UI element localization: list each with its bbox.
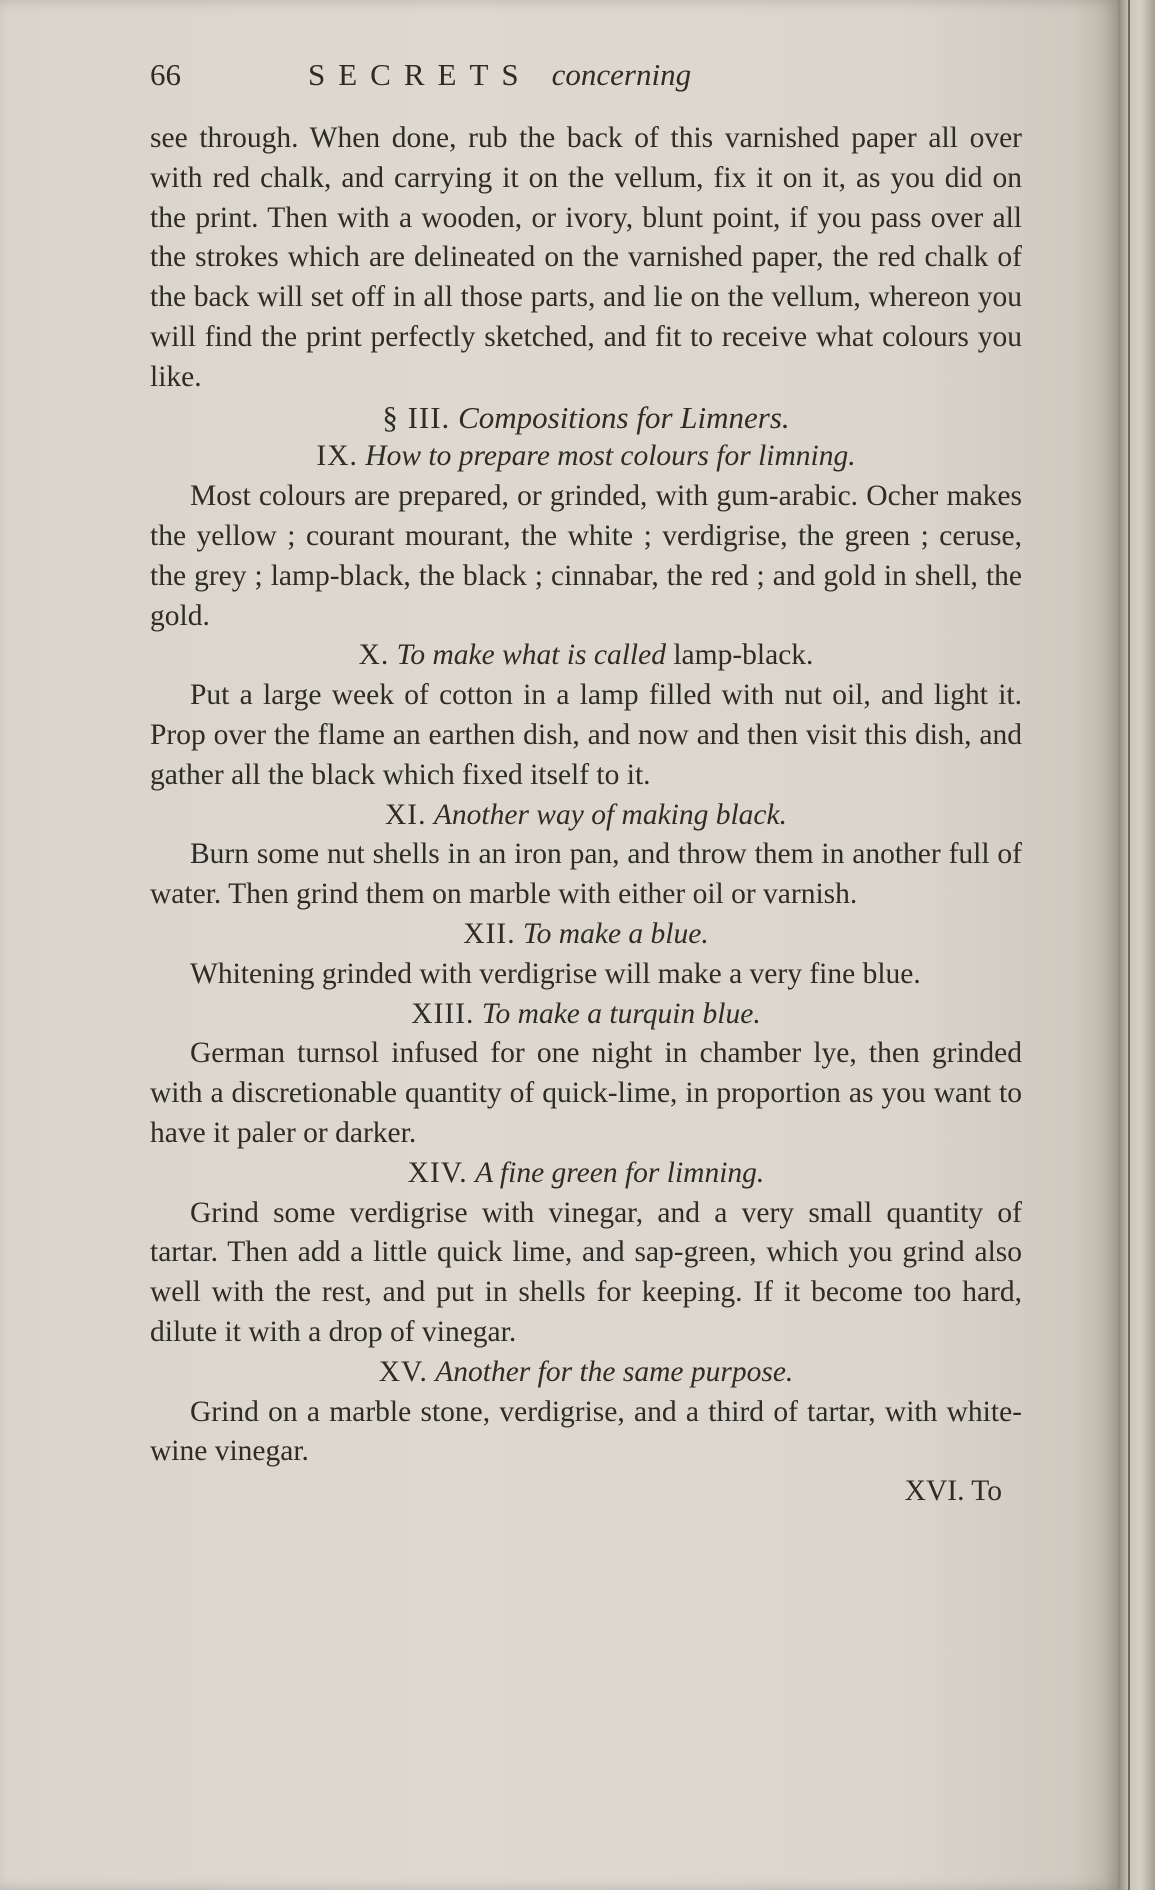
recipe-title: To make a blue. [522, 917, 709, 950]
recipe-heading [150, 796, 1022, 836]
page-number: 66 [150, 57, 181, 92]
page-text [150, 55, 1022, 1512]
recipe-heading [150, 1353, 1022, 1393]
opening-paragraph: see through. When done, rub the back of this varnished paper all over with red chalk, and carrying it on the vellum, fix it on it, as you did on the print. Then with a wooden, or ivory, blunt point, if you pass over all the strokes which are delineated on the varnished paper, the red chalk of the back will set off in all those parts, and lie on the vellum, whereon you will find the print perfectly sketched, and fit to receive what colours you like. [150, 122, 1022, 393]
recipe-title: To make what is called [396, 639, 666, 672]
catchword-line [150, 1472, 1022, 1512]
recipe-title: How to prepare most colours for limning. [365, 440, 856, 473]
recipe-number: XII. [463, 917, 516, 950]
recipe-body: Grind some verdigrise with vinegar, and a very small quantity of tartar. Then add a little quick lime, and sap-green, which you grind also well with the rest, and put in shells for keeping. If it become too hard, dilute it with a drop of vinegar. [150, 1196, 1022, 1348]
recipe-number: IX. [316, 440, 358, 473]
recipe-title: A fine green for limning. [475, 1156, 765, 1189]
recipe-body: Whitening grinded with verdigrise will make a very fine blue. [190, 957, 921, 990]
recipe-body: Burn some nut shells in an iron pan, and throw them in another full of water. Then grind them on marble with either oil or varnish. [150, 838, 1022, 911]
recipe-heading [150, 995, 1022, 1035]
recipe-title: Another for the same purpose. [435, 1355, 794, 1388]
recipe-body: Grind on a marble stone, verdigrise, and a third of tartar, with white-wine vinegar. [150, 1395, 1022, 1468]
recipe-number: XI. [385, 798, 427, 831]
recipe-title: Another way of making black. [433, 798, 787, 831]
last-paragraph [150, 1393, 1022, 1473]
recipe-title: To make a turquin blue. [481, 997, 761, 1030]
recipe-heading [150, 915, 1022, 955]
recipe-body: Put a large week of cotton in a lamp filled with nut oil, and light it. Prop over the flame an earthen dish, and now and then visit this dish, and gather all the black which fixed itself to it. [150, 679, 1022, 791]
recipe-body: German turnsol infused for one night in chamber lye, then grinded with a discretionable quantity of quick-lime, in proportion as you want to have it paler or darker. [150, 1037, 1022, 1149]
book-spine-edge [1118, 0, 1155, 1890]
recipe-number: XV. [378, 1355, 428, 1388]
recipe-heading [150, 1154, 1022, 1194]
recipe-number: X. [358, 639, 390, 672]
recipe-title-roman: lamp-black. [673, 639, 814, 672]
running-head [150, 55, 1022, 111]
running-title: SECRETS [308, 57, 532, 92]
recipe-body: Most colours are prepared, or grinded, with gum-arabic. Ocher makes the yellow ; courant mourant, the white ; verdigrise, the green ; ceruse, the grey ; lamp-black, the black ; cinnabar, the red ; and gold in shell, the gold. [150, 480, 1022, 632]
section-mark: § III. [382, 399, 451, 435]
recipe-heading [150, 437, 1022, 477]
recipe-heading [150, 636, 1022, 676]
recipe-number: XIV. [407, 1156, 468, 1189]
section-heading [150, 398, 1022, 438]
section-title: Compositions for Limners. [458, 399, 790, 435]
running-subtitle: concerning [551, 57, 692, 92]
catchword: XVI. To [904, 1475, 1002, 1508]
recipe-number: XIII. [411, 997, 475, 1030]
